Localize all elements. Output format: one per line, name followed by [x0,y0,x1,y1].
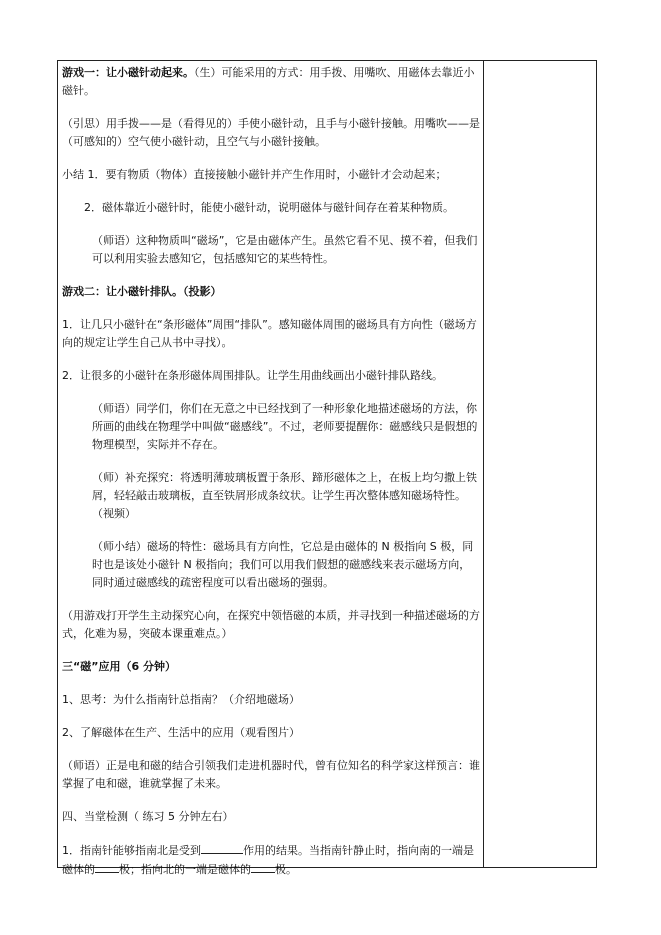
lesson-content [62,64,480,879]
test-q1-part-a: 1．指南针能够指南北是受到 [62,844,201,857]
test-q1-part-d: 极。 [275,863,297,876]
game1-paragraph [62,64,480,100]
teacher-paragraph-4: （师语）正是电和磁的结合引领我们走进机器时代，曾有位知名的科学家这样预言：谁掌握了电和磁，谁就掌握了未来。 [62,759,480,790]
teacher-summary: （师小结）磁场的特性：磁场具有方向性，它总是由磁体的 N 极指向 S 极，同时也是该处小磁针 N 极指向；我们可以用我们假想的磁感线来表示磁场方向，同时通过磁感线的疏密程度可以看出磁场的强弱。 [92,540,474,589]
game2-title: 游戏二：让小磁针排队。（投影） [62,285,222,298]
summary-1: 小结 1．要有物质（物体）直接接触小磁针并产生作用时，小磁针才会动起来； [62,168,447,181]
answer-blank-2[interactable] [95,860,119,873]
section-3-heading: 三“磁”应用（6 分钟） [62,660,176,673]
table-column-divider [483,60,484,868]
question-2: 2、了解磁体在生产、生活中的应用（观看图片） [62,726,300,739]
game2-item-1: 1．让几只小磁针在“条形磁体”周围“排队”。感知磁体周围的磁场具有方向性（磁场方向的规定让学生自己从书中寻找）。 [62,318,477,349]
game1-title: 游戏一：让小磁针动起来。 [62,66,194,79]
answer-blank-3[interactable] [251,860,275,873]
question-1: 1、思考：为什么指南针总指南？（介绍地磁场） [62,693,300,706]
teacher-paragraph-3: （师）补充探究：将透明薄玻璃板置于条形、蹄形磁体之上，在板上均匀撒上铁屑，轻轻敲击玻璃板，直至铁屑形成条纹状。让学生再次整体感知磁场特性。（视频） [92,471,477,520]
answer-blank-1[interactable] [201,841,243,854]
test-q1-part-b: 作用的结果。当指南针静止时，指向南的一端是磁体的 [62,844,474,876]
test-question-1 [62,841,480,879]
section-4-heading: 四、当堂检测（ 练习 5 分钟左右） [62,810,234,823]
design-note: （用游戏打开学生主动探究心向，在探究中领悟磁的本质，并寻找到一种描述磁场的方式，化难为易，突破本课重难点。） [62,609,480,640]
game2-item-2: 2．让很多的小磁针在条形磁体周围排队。让学生用曲线画出小磁针排队路线。 [62,369,443,382]
teacher-paragraph-1: （师语）这种物质叫“磁场”，它是由磁体产生。虽然它看不见、摸不着，但我们可以利用实验去感知它，包括感知它的某些特性。 [92,234,478,265]
teacher-paragraph-2: （师语）同学们，你们在无意之中已经找到了一种形象化地描述磁场的方法，你所画的曲线在物理学中叫做“磁感线”。不过，老师要提醒你：磁感线只是假想的物理模型，实际并不存在。 [92,402,478,451]
yinsi-paragraph: （引思）用手拨——是（看得见的）手使小磁针动，且手与小磁针接触。用嘴吹——是（可感知的）空气使小磁针动，且空气与小磁针接触。 [62,117,480,148]
game1-text: （生）可能采用的方式：用手拨、用嘴吹、用磁体去靠近小磁针。 [62,66,475,97]
summary-2: 2．磁体靠近小磁针时，能使小磁针动，说明磁体与磁针间存在着某种物质。 [84,201,454,214]
test-q1-part-c: 极；指向北的一端是磁体的 [119,863,251,876]
